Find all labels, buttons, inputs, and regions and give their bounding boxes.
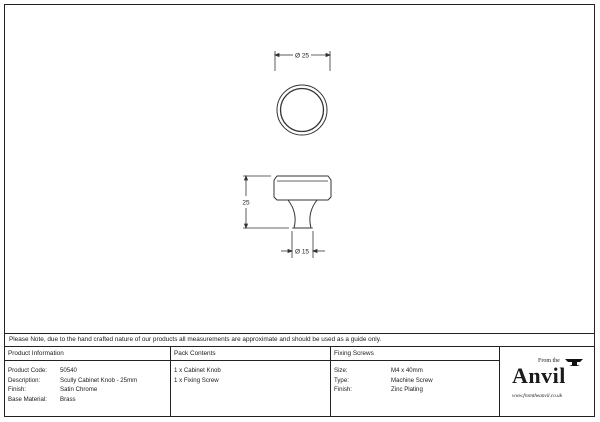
top-dim-arrow-right bbox=[326, 54, 330, 57]
screw-finish-row bbox=[331, 385, 499, 395]
anvil-icon bbox=[564, 357, 584, 367]
screw-size-row bbox=[331, 366, 499, 376]
row-label: Finish: bbox=[334, 386, 352, 394]
info-table bbox=[5, 347, 594, 416]
base-material-row bbox=[5, 395, 170, 405]
height-arrow-top bbox=[245, 176, 248, 180]
row-label: Type: bbox=[334, 376, 349, 384]
logo-section bbox=[500, 347, 594, 416]
knob-side-head bbox=[274, 176, 331, 200]
pack-item: 1 x Cabinet Knob bbox=[174, 367, 221, 374]
from-the-anvil-logo bbox=[508, 357, 588, 405]
screw-type-row bbox=[331, 376, 499, 386]
technical-drawing bbox=[5, 5, 594, 330]
row-value: Scully Cabinet Knob - 25mm bbox=[60, 376, 138, 384]
row-value: M4 x 40mm bbox=[391, 367, 423, 374]
product-info-section bbox=[5, 347, 171, 416]
row-value: Brass bbox=[60, 395, 76, 403]
fixing-screws-header: Fixing Screws bbox=[331, 347, 499, 361]
knob-top-outer bbox=[277, 85, 327, 135]
measurement-note: Please Note, due to the hand crafted nature of our products all measurements are approximate and should be used as a guide only. bbox=[5, 333, 594, 347]
top-dim-arrow-left bbox=[275, 54, 279, 57]
pack-contents-section bbox=[171, 347, 331, 416]
row-label: Finish: bbox=[8, 386, 26, 394]
row-value: Zinc Plating bbox=[391, 386, 423, 394]
base-arrow-left bbox=[288, 250, 292, 253]
pack-contents-header: Pack Contents bbox=[171, 347, 330, 361]
row-label: Product Code: bbox=[8, 367, 47, 374]
knob-top-inner bbox=[281, 89, 324, 132]
finish-row bbox=[5, 385, 170, 395]
drawing-svg bbox=[5, 5, 594, 330]
logo-brand: Anvil bbox=[512, 363, 566, 388]
logo-url: www.fromtheanvil.co.uk bbox=[512, 393, 562, 399]
knob-side-stem bbox=[288, 200, 317, 228]
top-diameter-label: Ø 25 bbox=[294, 52, 310, 60]
row-value: 50540 bbox=[60, 367, 77, 374]
product-code-row bbox=[5, 366, 170, 376]
fixing-screws-section bbox=[331, 347, 500, 416]
height-label: 25 bbox=[242, 199, 250, 207]
row-value: Machine Screw bbox=[391, 376, 433, 384]
logo-from-the: From the bbox=[538, 358, 560, 364]
product-info-header: Product Information bbox=[5, 347, 170, 361]
description-row bbox=[5, 376, 170, 386]
height-arrow-bottom bbox=[245, 224, 248, 228]
row-label: Description: bbox=[8, 376, 41, 384]
pack-item: 1 x Fixing Screw bbox=[174, 376, 219, 384]
row-label: Size: bbox=[334, 367, 348, 374]
base-diameter-label: Ø 15 bbox=[294, 248, 310, 256]
row-label: Base Material: bbox=[8, 395, 47, 403]
base-arrow-right bbox=[313, 250, 317, 253]
row-value: Satin Chrome bbox=[60, 386, 98, 394]
